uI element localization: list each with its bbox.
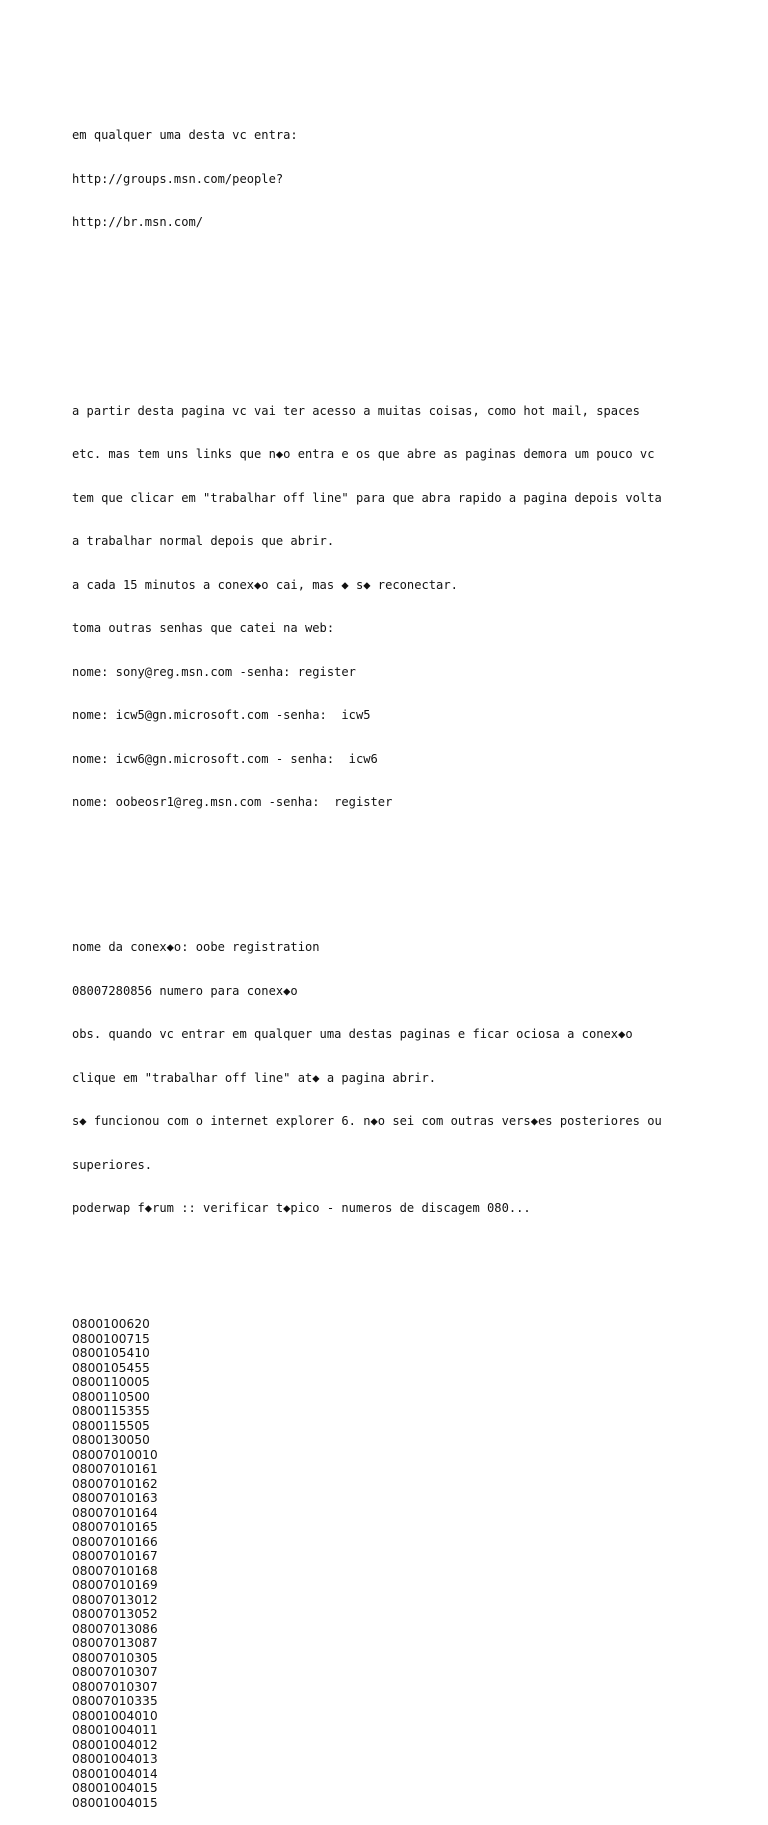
notes-line: superiores. — [72, 1157, 153, 1172]
phone-number: 08007010166 — [72, 1534, 158, 1549]
phone-number: 08007010168 — [72, 1563, 158, 1578]
spacer — [72, 1274, 732, 1289]
groups-msn-url[interactable]: http://groups.msn.com/people? — [72, 171, 284, 186]
intro-section — [72, 99, 732, 259]
body-line: a partir desta pagina vc vai ter acesso a muitas coisas, como hot mail, spaces — [72, 403, 640, 418]
phone-number: 08001004014 — [72, 1766, 158, 1781]
phone-number: 08007010162 — [72, 1476, 158, 1491]
notes-section — [72, 911, 732, 1245]
phone-number: 08007010167 — [72, 1549, 158, 1563]
phone-number: 0800105410 — [72, 1346, 150, 1360]
phone-number: 08007013052 — [72, 1607, 158, 1621]
br-msn-url[interactable]: http://br.msn.com/ — [72, 215, 204, 229]
phone-number: 0800100715 — [72, 1331, 150, 1346]
phone-number: 08007010307 — [72, 1679, 158, 1694]
phone-number: 08007010307 — [72, 1665, 158, 1679]
phone-number: 0800105455 — [72, 1360, 150, 1375]
phone-number: 08001004012 — [72, 1737, 158, 1752]
credential-line: nome: sony@reg.msn.com -senha: register — [72, 664, 356, 679]
body-line: etc. mas tem uns links que n◆o entra e os que abre as paginas demora um pouco vc — [72, 447, 655, 461]
notes-line: s◆ funcionou com o internet explorer 6. n◆o sei com outras vers◆es posteriores ou — [72, 1114, 662, 1128]
phone-number: 08007010335 — [72, 1694, 158, 1708]
intro-line: em qualquer uma desta vc entra: — [72, 128, 298, 142]
notes-line: 08007280856 numero para conex◆o — [72, 983, 298, 998]
phone-number: 0800115355 — [72, 1404, 150, 1418]
notes-line: nome da conex◆o: oobe registration — [72, 940, 320, 954]
phone-number: 08007013086 — [72, 1621, 158, 1636]
body-line: toma outras senhas que catei na web: — [72, 621, 335, 635]
phone-number: 08001004015 — [72, 1795, 158, 1810]
phone-number: 08007010305 — [72, 1650, 158, 1665]
phone-number: 0800100620 — [72, 1317, 150, 1331]
spacer — [72, 288, 732, 303]
phone-number: 08007013087 — [72, 1636, 158, 1650]
phone-number: 0800110005 — [72, 1375, 150, 1389]
phone-number: 08007010169 — [72, 1578, 158, 1592]
notes-line: obs. quando vc entrar em qualquer uma destas paginas e ficar ociosa a conex◆o — [72, 1027, 633, 1041]
phone-number: 08007010165 — [72, 1520, 158, 1534]
phone-number: 08001004010 — [72, 1708, 158, 1723]
phone-number-list — [72, 1317, 732, 1810]
body-line: tem que clicar em "trabalhar off line" para que abra rapido a pagina depois volta — [72, 490, 662, 505]
notes-line: clique em "trabalhar off line" at◆ a pagina abrir. — [72, 1070, 437, 1085]
phone-number: 08001004011 — [72, 1723, 158, 1737]
phone-number: 08007010163 — [72, 1491, 158, 1505]
phone-number: 08007010010 — [72, 1447, 158, 1462]
credential-line: nome: icw5@gn.microsoft.com -senha: icw5 — [72, 708, 371, 722]
spacer — [72, 331, 732, 346]
document-page — [72, 70, 732, 1825]
credential-line: nome: icw6@gn.microsoft.com - senha: icw6 — [72, 751, 378, 766]
body-section — [72, 375, 732, 839]
phone-number: 0800110500 — [72, 1389, 150, 1404]
phone-number: 08001004015 — [72, 1781, 158, 1795]
body-line: a trabalhar normal depois que abrir. — [72, 534, 335, 548]
phone-number: 08007010164 — [72, 1505, 158, 1520]
phone-number: 08001004013 — [72, 1752, 158, 1766]
notes-line: poderwap f◆rum :: verificar t◆pico - numeros de discagem 080... — [72, 1201, 531, 1215]
body-line: a cada 15 minutos a conex◆o cai, mas ◆ s◆ reconectar. — [72, 577, 458, 592]
credential-line: nome: oobeosr1@reg.msn.com -senha: register — [72, 795, 393, 809]
phone-number: 08007010161 — [72, 1462, 158, 1476]
spacer — [72, 868, 732, 883]
phone-number: 0800115505 — [72, 1418, 150, 1433]
phone-number: 0800130050 — [72, 1433, 150, 1447]
phone-number: 08007013012 — [72, 1592, 158, 1607]
